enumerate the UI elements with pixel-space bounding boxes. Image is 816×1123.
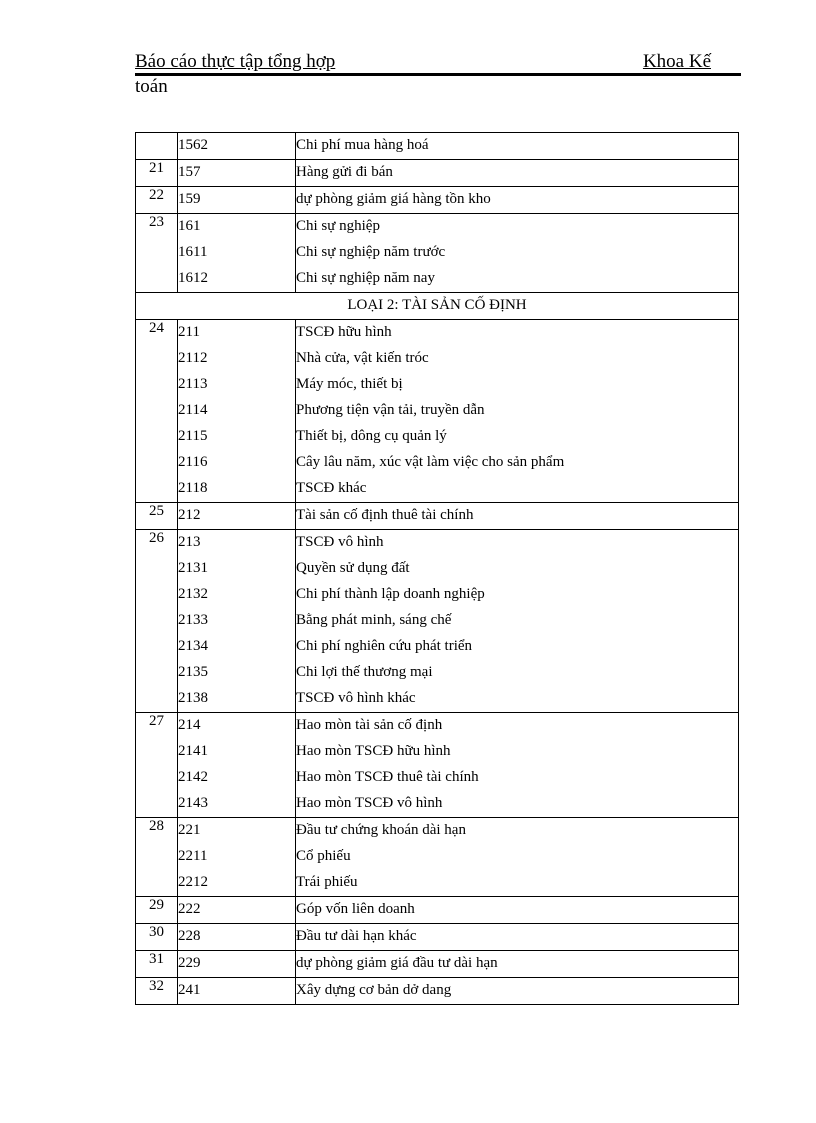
table-row [136,187,739,214]
account-code: 2141 [178,743,208,759]
account-name: Máy móc, thiết bị [296,376,403,392]
table-row [136,897,739,924]
account-code-cell [178,530,296,713]
account-code-cell [178,503,296,530]
account-code-cell [178,320,296,503]
table-row [136,713,739,818]
account-name-cell [296,214,739,293]
account-code: 2131 [178,560,208,576]
account-code: 159 [178,191,201,207]
account-name: Chi sự nghiệp [296,218,380,234]
row-number: 23 [136,214,178,293]
account-code: 2138 [178,690,208,706]
row-number: 22 [136,187,178,214]
account-name: TSCĐ hữu hình [296,324,392,340]
account-code: 157 [178,164,201,180]
row-number: 28 [136,818,178,897]
account-name: Thiết bị, dông cụ quản lý [296,428,447,444]
account-name: Bằng phát minh, sáng chế [296,612,452,628]
row-number: 29 [136,897,178,924]
account-name: Hao mòn TSCĐ thuê tài chính [296,769,479,785]
row-number: 32 [136,978,178,1005]
account-code-cell [178,897,296,924]
row-number: 30 [136,924,178,951]
department-name: Khoa Kế [642,51,711,72]
account-name: Cây lâu năm, xúc vật làm việc cho sản phẩm [296,454,565,470]
account-code: 214 [178,717,201,733]
account-name: Hao mòn tài sản cố định [296,717,443,733]
account-name-cell [296,503,739,530]
account-name-cell [296,818,739,897]
account-name: Hao mòn TSCĐ vô hình [296,795,443,811]
account-name-cell [296,530,739,713]
account-table-body [136,133,739,1005]
account-code: 229 [178,955,201,971]
account-code: 213 [178,534,201,550]
row-number [136,133,178,160]
account-table [135,132,739,1005]
account-code: 2116 [178,454,208,470]
account-name-cell [296,951,739,978]
account-code: 161 [178,218,201,234]
account-code: 1612 [178,270,208,286]
table-row [136,503,739,530]
table-row [136,530,739,713]
account-code: 2143 [178,795,208,811]
table-row [136,214,739,293]
row-number: 24 [136,320,178,503]
report-title: Báo cáo thực tập tổng hợp [135,51,336,72]
account-code-cell [178,713,296,818]
account-code: 2132 [178,586,208,602]
account-name: Xây dựng cơ bản dở dang [296,982,452,998]
account-name: Quyền sử dụng đất [296,560,410,576]
account-code: 2134 [178,638,208,654]
section-row [136,293,739,320]
account-name: Chi phí nghiên cứu phát triển [296,638,473,654]
account-name-cell [296,897,739,924]
account-code: 2135 [178,664,208,680]
account-code: 1611 [178,244,208,260]
table-row [136,133,739,160]
account-code-cell [178,187,296,214]
account-code: 2133 [178,612,208,628]
account-code-cell [178,818,296,897]
table-row [136,160,739,187]
account-code: 211 [178,324,200,340]
account-name: Chi lợi thế thương mại [296,664,433,680]
account-code: 2115 [178,428,208,444]
account-code: 221 [178,822,201,838]
account-name-cell [296,924,739,951]
account-code: 2112 [178,350,208,366]
account-code: 222 [178,901,201,917]
account-code: 241 [178,982,201,998]
table-row [136,978,739,1005]
account-name: Cổ phiếu [296,848,351,864]
account-name: Chi phí thành lập doanh nghiệp [296,586,485,602]
account-name: Đầu tư dài hạn khác [296,928,417,944]
account-name: dự phòng giảm giá đầu tư dài hạn [296,955,498,971]
account-name: Chi sự nghiệp năm nay [296,270,435,286]
department-name-continuation: toán [135,76,168,97]
account-code: 2142 [178,769,208,785]
account-name-cell [296,133,739,160]
account-name: TSCĐ vô hình [296,534,384,550]
account-code: 1562 [178,137,208,153]
account-code-cell [178,978,296,1005]
account-name: Hàng gửi đi bán [296,164,393,180]
section-heading: LOẠI 2: TÀI SẢN CỐ ĐỊNH [136,293,739,320]
table-row [136,924,739,951]
account-name: Tài sản cố định thuê tài chính [296,507,474,523]
row-number: 26 [136,530,178,713]
account-code: 228 [178,928,201,944]
account-name: Hao mòn TSCĐ hữu hình [296,743,451,759]
account-code: 2211 [178,848,208,864]
account-code: 2118 [178,480,208,496]
account-name-cell [296,978,739,1005]
page-header [135,50,741,98]
account-code: 212 [178,507,201,523]
account-code: 2113 [178,376,208,392]
account-name-cell [296,320,739,503]
account-code: 2212 [178,874,208,890]
account-name: Đầu tư chứng khoán dài hạn [296,822,466,838]
table-row [136,951,739,978]
row-number: 21 [136,160,178,187]
header-line [135,50,741,74]
account-code-cell [178,951,296,978]
account-code: 2114 [178,402,208,418]
account-name-cell [296,160,739,187]
account-name: Trái phiếu [296,874,358,890]
account-name: dự phòng giảm giá hàng tồn kho [296,191,491,207]
account-code-cell [178,214,296,293]
table-row [136,320,739,503]
account-code-cell [178,924,296,951]
account-name: TSCĐ khác [296,480,367,496]
account-name: Nhà cửa, vật kiến tróc [296,350,429,366]
account-name: TSCĐ vô hình khác [296,690,416,706]
table-row [136,818,739,897]
row-number: 27 [136,713,178,818]
row-number: 31 [136,951,178,978]
account-name: Chi sự nghiệp năm trước [296,244,446,260]
account-name-cell [296,187,739,214]
account-name-cell [296,713,739,818]
account-code-cell [178,133,296,160]
account-code-cell [178,160,296,187]
account-name: Góp vốn liên doanh [296,901,415,917]
account-name: Chi phí mua hàng hoá [296,137,429,153]
account-name: Phương tiện vận tải, truyền dẫn [296,402,485,418]
row-number: 25 [136,503,178,530]
